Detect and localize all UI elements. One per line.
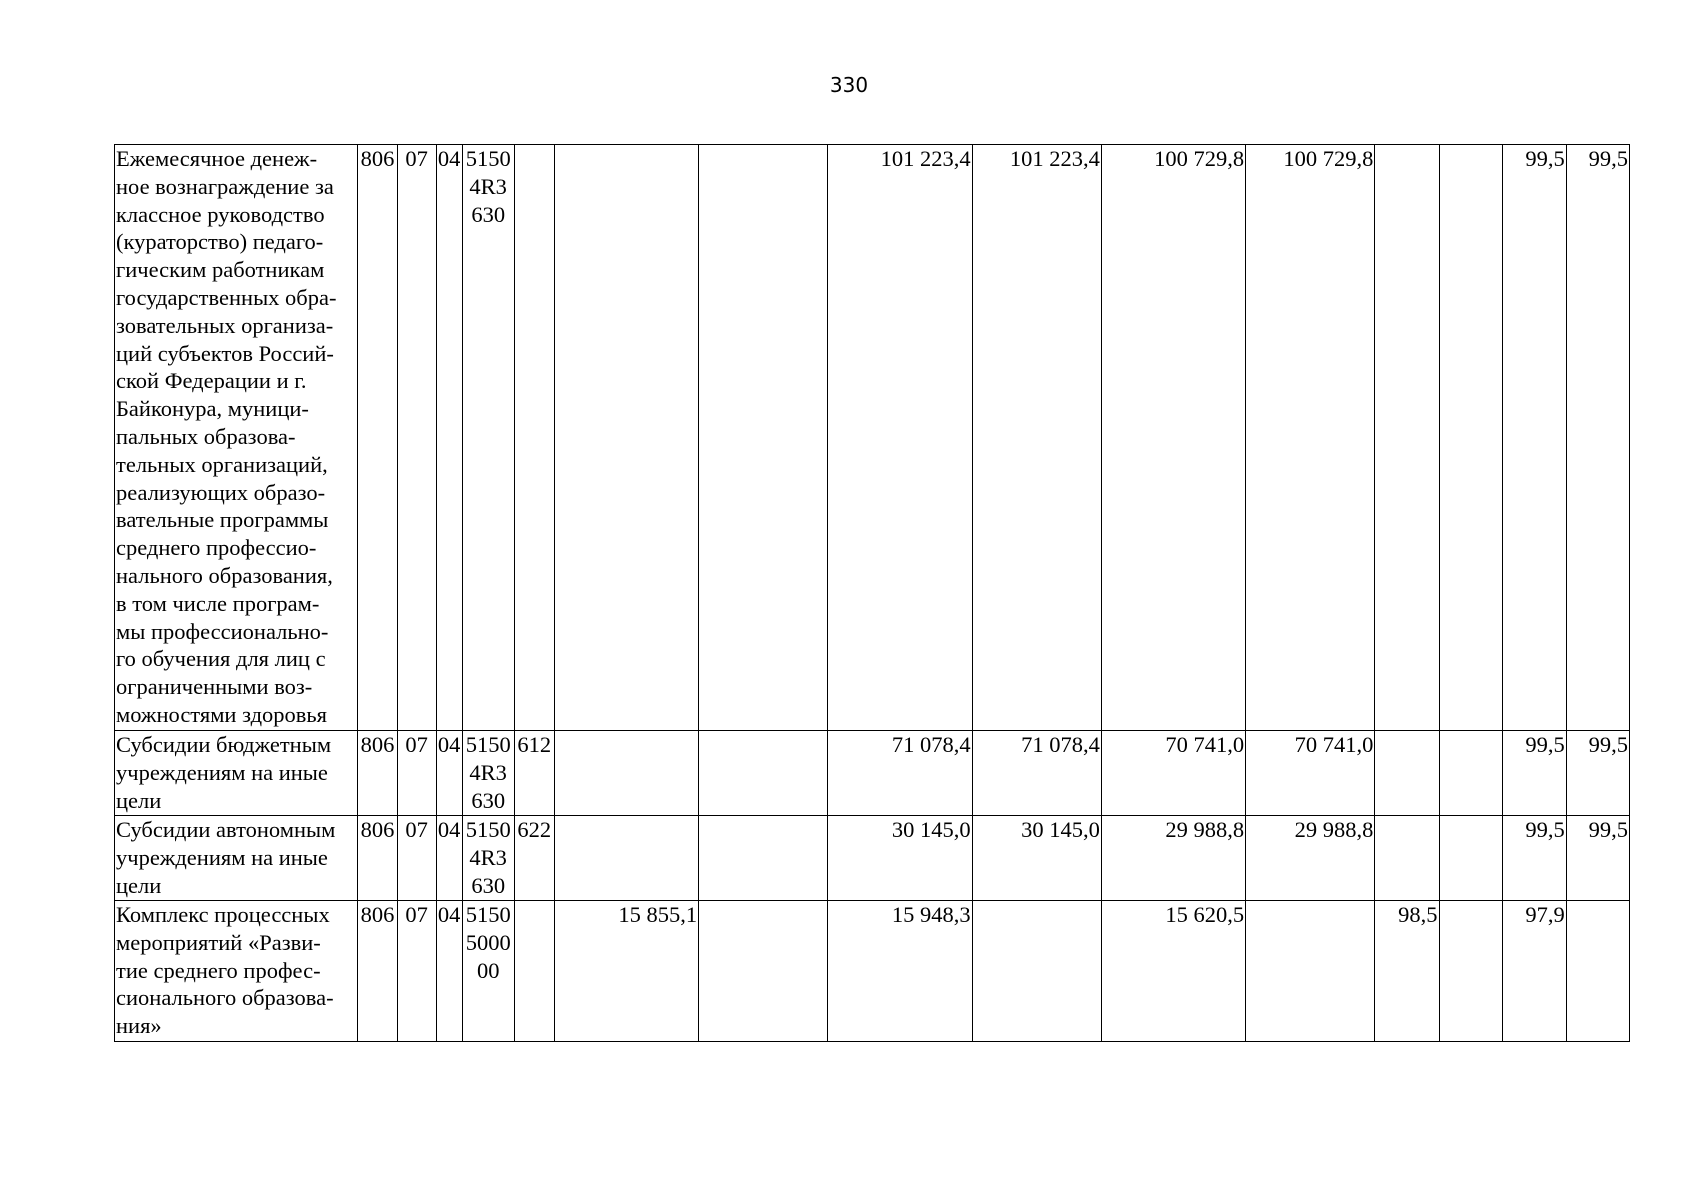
value-cell: 15 855,1 [554,901,698,1042]
table-row [115,731,1630,816]
ministry-code-cell: 806 [358,816,397,901]
percent-cell: 97,9 [1502,901,1566,1042]
value-cell: 71 078,4 [828,731,972,816]
percent-cell [1566,901,1629,1042]
percent-cell: 99,5 [1566,816,1629,901]
value-cell: 29 988,8 [1101,816,1245,901]
ministry-code-cell: 806 [358,145,397,731]
row-name-cell: Субсидии бюджетным учреждениям на иные цели [115,731,358,816]
value-cell: 70 741,0 [1246,731,1375,816]
expense-type-cell [514,145,554,731]
page-number: 330 [829,73,869,97]
value-cell [699,901,828,1042]
percent-cell [1375,731,1439,816]
row-name-cell: Комплекс процессных мероприятий «Разви- тие среднего профес- сионального образова- ния» [115,901,358,1042]
value-cell: 71 078,4 [972,731,1101,816]
target-code-cell: 5150 4R3 630 [462,145,514,731]
percent-cell: 99,5 [1502,816,1566,901]
value-cell [554,731,698,816]
value-cell: 100 729,8 [1246,145,1375,731]
percent-cell [1439,731,1502,816]
table-row [115,145,1630,731]
value-cell: 15 620,5 [1101,901,1245,1042]
budget-table [114,144,1630,1042]
expense-type-cell: 612 [514,731,554,816]
ministry-code-cell: 806 [358,731,397,816]
target-code-cell: 5150 4R3 630 [462,816,514,901]
value-cell: 101 223,4 [972,145,1101,731]
section-code-cell: 07 [397,145,436,731]
value-cell: 30 145,0 [972,816,1101,901]
value-cell [1246,901,1375,1042]
subsection-code-cell: 04 [436,145,462,731]
value-cell: 100 729,8 [1101,145,1245,731]
expense-type-cell: 622 [514,816,554,901]
target-code-cell: 5150 5000 00 [462,901,514,1042]
table-row [115,901,1630,1042]
subsection-code-cell: 04 [436,731,462,816]
subsection-code-cell: 04 [436,901,462,1042]
value-cell: 29 988,8 [1246,816,1375,901]
value-cell [554,145,698,731]
percent-cell: 98,5 [1375,901,1439,1042]
table-row [115,816,1630,901]
value-cell: 30 145,0 [828,816,972,901]
subsection-code-cell: 04 [436,816,462,901]
percent-cell: 99,5 [1502,145,1566,731]
section-code-cell: 07 [397,816,436,901]
percent-cell [1439,901,1502,1042]
percent-cell: 99,5 [1566,731,1629,816]
value-cell [972,901,1101,1042]
row-name-cell: Субсидии автономным учреждениям на иные цели [115,816,358,901]
percent-cell: 99,5 [1566,145,1629,731]
row-name-cell: Ежемесячное денеж- ное вознаграждение за классное руководство (кураторство) педаго- гическим работникам государственных обра- зовательных организа- ций субъектов Россий- ской Федерации и г. Байконура, муници- пальных образова- тельных организаций, реализующих образо- вательные программы среднего профессио- нального образования, в том числе програм- мы профессионально- го обучения для лиц с ограниченными воз- можностями здоровья [115,145,358,731]
value-cell [699,145,828,731]
target-code-cell: 5150 4R3 630 [462,731,514,816]
value-cell: 70 741,0 [1101,731,1245,816]
percent-cell: 99,5 [1502,731,1566,816]
value-cell: 15 948,3 [828,901,972,1042]
percent-cell [1375,145,1439,731]
value-cell [554,816,698,901]
value-cell [699,816,828,901]
section-code-cell: 07 [397,901,436,1042]
ministry-code-cell: 806 [358,901,397,1042]
value-cell: 101 223,4 [828,145,972,731]
value-cell [699,731,828,816]
expense-type-cell [514,901,554,1042]
section-code-cell: 07 [397,731,436,816]
percent-cell [1375,816,1439,901]
percent-cell [1439,145,1502,731]
percent-cell [1439,816,1502,901]
